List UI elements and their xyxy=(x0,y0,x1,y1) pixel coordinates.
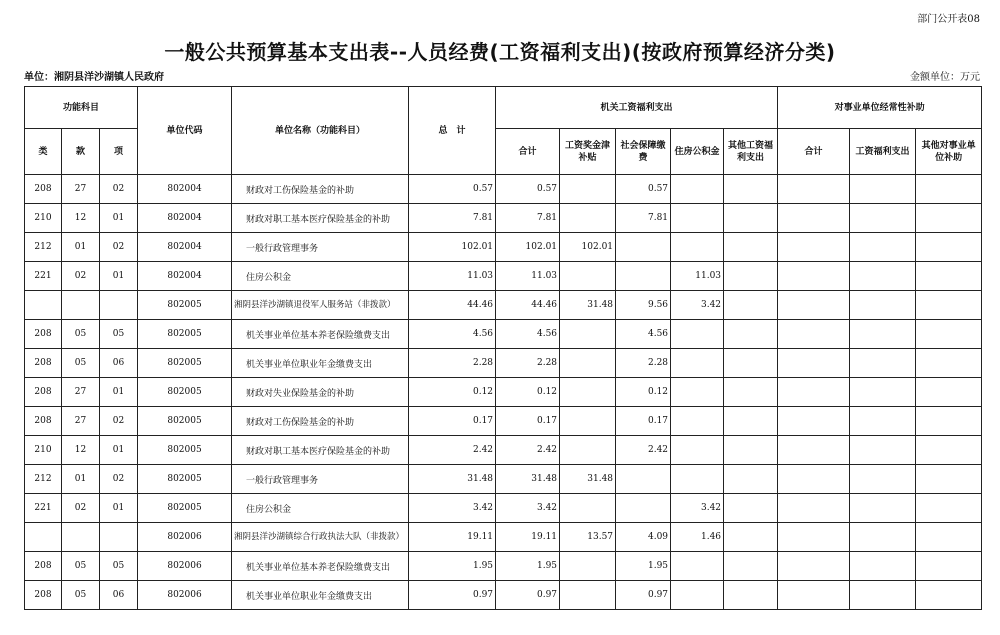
cell-shiye-wage xyxy=(850,291,916,320)
cell-total: 11.03 xyxy=(409,262,496,291)
cell-jiguan-other xyxy=(724,581,778,610)
cell-jiguan-social: 0.17 xyxy=(616,407,671,436)
cell-jiguan-social: 4.09 xyxy=(616,523,671,552)
cell-shiye-other xyxy=(916,552,982,581)
cell-jiguan-social: 0.97 xyxy=(616,581,671,610)
cell-shiye-total xyxy=(778,349,850,378)
table-header xyxy=(25,87,982,175)
cell-shiye-wage xyxy=(850,175,916,204)
cell-lei: 210 xyxy=(25,204,62,233)
header-xiang: 项 xyxy=(100,129,138,175)
cell-lei xyxy=(25,523,62,552)
cell-lei: 212 xyxy=(25,465,62,494)
cell-jiguan-wage xyxy=(560,581,616,610)
cell-jiguan-wage: 31.48 xyxy=(560,465,616,494)
cell-shiye-wage xyxy=(850,349,916,378)
cell-jiguan-other xyxy=(724,320,778,349)
table-row xyxy=(25,581,982,610)
cell-jiguan-total: 4.56 xyxy=(496,320,560,349)
cell-jiguan-wage xyxy=(560,494,616,523)
cell-xiang: 02 xyxy=(100,175,138,204)
cell-jiguan-total: 0.12 xyxy=(496,378,560,407)
cell-jiguan-housing xyxy=(671,175,724,204)
cell-unit-code: 802005 xyxy=(138,378,232,407)
cell-lei: 208 xyxy=(25,175,62,204)
cell-shiye-other xyxy=(916,494,982,523)
cell-jiguan-wage xyxy=(560,407,616,436)
cell-jiguan-housing xyxy=(671,465,724,494)
cell-lei: 212 xyxy=(25,233,62,262)
cell-jiguan-housing xyxy=(671,204,724,233)
header-jiguan-wage: 工资奖金津补贴 xyxy=(560,129,616,175)
header-shiye-wage: 工资福利支出 xyxy=(850,129,916,175)
cell-jiguan-wage xyxy=(560,175,616,204)
cell-total: 44.46 xyxy=(409,291,496,320)
cell-shiye-wage xyxy=(850,204,916,233)
cell-total: 31.48 xyxy=(409,465,496,494)
cell-unit-name: 湘阴县洋沙湖镇综合行政执法大队（非拨款） xyxy=(232,523,409,552)
table-row xyxy=(25,407,982,436)
cell-shiye-other xyxy=(916,378,982,407)
cell-jiguan-housing xyxy=(671,378,724,407)
cell-jiguan-social xyxy=(616,494,671,523)
cell-unit-name: 住房公积金 xyxy=(232,262,409,291)
table-row xyxy=(25,378,982,407)
cell-unit-name: 财政对职工基本医疗保险基金的补助 xyxy=(232,436,409,465)
cell-shiye-total xyxy=(778,494,850,523)
cell-shiye-total xyxy=(778,436,850,465)
cell-shiye-other xyxy=(916,436,982,465)
cell-jiguan-housing: 3.42 xyxy=(671,291,724,320)
cell-jiguan-total: 44.46 xyxy=(496,291,560,320)
cell-total: 0.17 xyxy=(409,407,496,436)
cell-jiguan-social: 7.81 xyxy=(616,204,671,233)
cell-shiye-total xyxy=(778,262,850,291)
cell-unit-code: 802004 xyxy=(138,175,232,204)
cell-shiye-wage xyxy=(850,465,916,494)
cell-jiguan-other xyxy=(724,523,778,552)
cell-kuan: 01 xyxy=(62,465,100,494)
cell-shiye-other xyxy=(916,523,982,552)
cell-jiguan-other xyxy=(724,349,778,378)
cell-jiguan-other xyxy=(724,436,778,465)
cell-xiang xyxy=(100,291,138,320)
cell-shiye-wage xyxy=(850,407,916,436)
cell-xiang: 02 xyxy=(100,465,138,494)
table-row xyxy=(25,320,982,349)
cell-lei: 221 xyxy=(25,494,62,523)
table-row xyxy=(25,175,982,204)
cell-unit-name: 一般行政管理事务 xyxy=(232,465,409,494)
cell-jiguan-social xyxy=(616,233,671,262)
cell-jiguan-total: 0.17 xyxy=(496,407,560,436)
cell-jiguan-social: 9.56 xyxy=(616,291,671,320)
cell-jiguan-total: 1.95 xyxy=(496,552,560,581)
cell-jiguan-wage: 102.01 xyxy=(560,233,616,262)
cell-lei: 208 xyxy=(25,581,62,610)
cell-jiguan-housing: 1.46 xyxy=(671,523,724,552)
cell-unit-code: 802005 xyxy=(138,291,232,320)
page-title: 一般公共预算基本支出表--人员经费(工资福利支出)(按政府预算经济分类) xyxy=(164,40,836,64)
cell-jiguan-wage xyxy=(560,552,616,581)
cell-jiguan-other xyxy=(724,262,778,291)
cell-shiye-wage xyxy=(850,552,916,581)
cell-shiye-other xyxy=(916,581,982,610)
cell-xiang: 05 xyxy=(100,552,138,581)
cell-unit-code: 802005 xyxy=(138,320,232,349)
cell-shiye-wage xyxy=(850,320,916,349)
cell-shiye-total xyxy=(778,465,850,494)
cell-jiguan-wage xyxy=(560,349,616,378)
cell-xiang: 06 xyxy=(100,349,138,378)
table-row xyxy=(25,204,982,233)
reporting-unit: 单位：湘阴县洋沙湖镇人民政府 xyxy=(24,72,164,83)
unit-summary-row xyxy=(25,523,982,552)
header-shiye-total: 合计 xyxy=(778,129,850,175)
cell-shiye-other xyxy=(916,204,982,233)
cell-shiye-other xyxy=(916,262,982,291)
cell-unit-code: 802006 xyxy=(138,523,232,552)
cell-kuan: 12 xyxy=(62,436,100,465)
cell-total: 4.56 xyxy=(409,320,496,349)
cell-unit-code: 802004 xyxy=(138,233,232,262)
cell-kuan: 05 xyxy=(62,552,100,581)
cell-unit-code: 802005 xyxy=(138,407,232,436)
cell-kuan: 02 xyxy=(62,494,100,523)
cell-jiguan-social xyxy=(616,465,671,494)
cell-unit-code: 802005 xyxy=(138,494,232,523)
cell-jiguan-housing xyxy=(671,436,724,465)
cell-jiguan-other xyxy=(724,407,778,436)
cell-shiye-wage xyxy=(850,581,916,610)
cell-kuan: 01 xyxy=(62,233,100,262)
cell-jiguan-total: 7.81 xyxy=(496,204,560,233)
cell-unit-name: 住房公积金 xyxy=(232,494,409,523)
cell-shiye-wage xyxy=(850,494,916,523)
cell-jiguan-wage xyxy=(560,436,616,465)
cell-unit-code: 802004 xyxy=(138,204,232,233)
cell-jiguan-total: 102.01 xyxy=(496,233,560,262)
cell-lei: 208 xyxy=(25,320,62,349)
cell-xiang: 02 xyxy=(100,233,138,262)
cell-unit-code: 802004 xyxy=(138,262,232,291)
cell-jiguan-housing xyxy=(671,233,724,262)
cell-xiang: 01 xyxy=(100,378,138,407)
table-row xyxy=(25,436,982,465)
cell-shiye-total xyxy=(778,581,850,610)
cell-lei: 208 xyxy=(25,349,62,378)
table-row xyxy=(25,465,982,494)
cell-shiye-other xyxy=(916,465,982,494)
cell-jiguan-total: 19.11 xyxy=(496,523,560,552)
cell-jiguan-housing: 3.42 xyxy=(671,494,724,523)
cell-jiguan-social: 4.56 xyxy=(616,320,671,349)
cell-jiguan-social xyxy=(616,262,671,291)
cell-xiang: 06 xyxy=(100,581,138,610)
cell-unit-name: 湘阴县洋沙湖镇退役军人服务站（非拨款） xyxy=(232,291,409,320)
cell-jiguan-wage xyxy=(560,320,616,349)
cell-shiye-other xyxy=(916,233,982,262)
cell-unit-name: 机关事业单位基本养老保险缴费支出 xyxy=(232,320,409,349)
cell-jiguan-wage xyxy=(560,262,616,291)
cell-shiye-wage xyxy=(850,523,916,552)
cell-kuan: 27 xyxy=(62,378,100,407)
cell-total: 0.57 xyxy=(409,175,496,204)
cell-jiguan-other xyxy=(724,494,778,523)
cell-unit-name: 机关事业单位职业年金缴费支出 xyxy=(232,349,409,378)
cell-jiguan-total: 31.48 xyxy=(496,465,560,494)
cell-jiguan-social: 2.42 xyxy=(616,436,671,465)
cell-jiguan-housing: 11.03 xyxy=(671,262,724,291)
cell-jiguan-housing xyxy=(671,320,724,349)
table-row xyxy=(25,552,982,581)
cell-jiguan-total: 0.97 xyxy=(496,581,560,610)
cell-total: 2.42 xyxy=(409,436,496,465)
cell-unit-name: 一般行政管理事务 xyxy=(232,233,409,262)
cell-kuan: 27 xyxy=(62,407,100,436)
cell-jiguan-total: 0.57 xyxy=(496,175,560,204)
cell-shiye-total xyxy=(778,552,850,581)
cell-shiye-total xyxy=(778,320,850,349)
cell-jiguan-housing xyxy=(671,349,724,378)
cell-xiang: 02 xyxy=(100,407,138,436)
cell-shiye-other xyxy=(916,349,982,378)
cell-total: 102.01 xyxy=(409,233,496,262)
budget-table xyxy=(24,86,982,610)
cell-jiguan-total: 2.42 xyxy=(496,436,560,465)
table-row xyxy=(25,494,982,523)
cell-unit-code: 802006 xyxy=(138,581,232,610)
cell-total: 3.42 xyxy=(409,494,496,523)
cell-jiguan-social: 2.28 xyxy=(616,349,671,378)
table-body xyxy=(25,175,982,610)
cell-total: 19.11 xyxy=(409,523,496,552)
cell-unit-name: 机关事业单位基本养老保险缴费支出 xyxy=(232,552,409,581)
table-row xyxy=(25,262,982,291)
cell-shiye-total xyxy=(778,407,850,436)
cell-jiguan-total: 3.42 xyxy=(496,494,560,523)
cell-shiye-total xyxy=(778,204,850,233)
header-kuan: 款 xyxy=(62,129,100,175)
cell-shiye-wage xyxy=(850,378,916,407)
header-jiguan-group: 机关工资福利支出 xyxy=(496,87,778,129)
cell-shiye-total xyxy=(778,233,850,262)
cell-kuan xyxy=(62,523,100,552)
header-shiye-group: 对事业单位经常性补助 xyxy=(778,87,982,129)
cell-lei: 208 xyxy=(25,552,62,581)
cell-shiye-total xyxy=(778,523,850,552)
cell-unit-code: 802005 xyxy=(138,465,232,494)
cell-jiguan-housing xyxy=(671,407,724,436)
amount-unit: 金额单位：万元 xyxy=(910,72,980,83)
cell-kuan: 05 xyxy=(62,581,100,610)
cell-shiye-wage xyxy=(850,233,916,262)
cell-jiguan-wage xyxy=(560,378,616,407)
cell-xiang xyxy=(100,523,138,552)
cell-shiye-wage xyxy=(850,436,916,465)
cell-jiguan-total: 11.03 xyxy=(496,262,560,291)
cell-kuan xyxy=(62,291,100,320)
cell-unit-name: 财政对工伤保险基金的补助 xyxy=(232,407,409,436)
header-jiguan-total: 合计 xyxy=(496,129,560,175)
table-row xyxy=(25,349,982,378)
cell-kuan: 05 xyxy=(62,320,100,349)
cell-xiang: 05 xyxy=(100,320,138,349)
cell-unit-code: 802005 xyxy=(138,436,232,465)
cell-lei: 221 xyxy=(25,262,62,291)
cell-jiguan-other xyxy=(724,378,778,407)
header-func-subject: 功能科目 xyxy=(25,87,138,129)
header-unit-name: 单位名称（功能科目） xyxy=(232,87,409,175)
cell-total: 0.97 xyxy=(409,581,496,610)
cell-shiye-other xyxy=(916,407,982,436)
cell-total: 7.81 xyxy=(409,204,496,233)
cell-jiguan-other xyxy=(724,233,778,262)
header-shiye-other: 其他对事业单位补助 xyxy=(916,129,982,175)
cell-jiguan-social: 1.95 xyxy=(616,552,671,581)
unit-summary-row xyxy=(25,291,982,320)
cell-shiye-wage xyxy=(850,262,916,291)
cell-unit-name: 财政对失业保险基金的补助 xyxy=(232,378,409,407)
cell-jiguan-social: 0.12 xyxy=(616,378,671,407)
cell-kuan: 05 xyxy=(62,349,100,378)
cell-unit-name: 机关事业单位职业年金缴费支出 xyxy=(232,581,409,610)
cell-jiguan-other xyxy=(724,552,778,581)
cell-shiye-other xyxy=(916,175,982,204)
cell-shiye-total xyxy=(778,291,850,320)
cell-unit-code: 802006 xyxy=(138,552,232,581)
cell-jiguan-other xyxy=(724,175,778,204)
cell-jiguan-other xyxy=(724,465,778,494)
cell-shiye-other xyxy=(916,291,982,320)
cell-jiguan-wage: 13.57 xyxy=(560,523,616,552)
cell-jiguan-wage: 31.48 xyxy=(560,291,616,320)
cell-xiang: 01 xyxy=(100,262,138,291)
cell-shiye-total xyxy=(778,175,850,204)
cell-xiang: 01 xyxy=(100,494,138,523)
form-number: 部门公开表08 xyxy=(917,14,980,25)
cell-lei xyxy=(25,291,62,320)
cell-unit-code: 802005 xyxy=(138,349,232,378)
cell-unit-name: 财政对工伤保险基金的补助 xyxy=(232,175,409,204)
cell-kuan: 27 xyxy=(62,175,100,204)
cell-shiye-total xyxy=(778,378,850,407)
header-jiguan-social: 社会保障缴费 xyxy=(616,129,671,175)
cell-xiang: 01 xyxy=(100,204,138,233)
cell-jiguan-wage xyxy=(560,204,616,233)
cell-shiye-other xyxy=(916,320,982,349)
cell-lei: 208 xyxy=(25,407,62,436)
header-total: 总 计 xyxy=(409,87,496,175)
cell-unit-name: 财政对职工基本医疗保险基金的补助 xyxy=(232,204,409,233)
cell-jiguan-other xyxy=(724,204,778,233)
cell-lei: 208 xyxy=(25,378,62,407)
header-lei: 类 xyxy=(25,129,62,175)
cell-kuan: 12 xyxy=(62,204,100,233)
cell-total: 2.28 xyxy=(409,349,496,378)
cell-jiguan-housing xyxy=(671,581,724,610)
header-unit-code: 单位代码 xyxy=(138,87,232,175)
cell-kuan: 02 xyxy=(62,262,100,291)
table-row xyxy=(25,233,982,262)
cell-total: 0.12 xyxy=(409,378,496,407)
header-jiguan-other: 其他工资福利支出 xyxy=(724,129,778,175)
cell-lei: 210 xyxy=(25,436,62,465)
cell-xiang: 01 xyxy=(100,436,138,465)
header-jiguan-housing: 住房公积金 xyxy=(671,129,724,175)
cell-jiguan-other xyxy=(724,291,778,320)
cell-total: 1.95 xyxy=(409,552,496,581)
cell-jiguan-social: 0.57 xyxy=(616,175,671,204)
cell-jiguan-housing xyxy=(671,552,724,581)
cell-jiguan-total: 2.28 xyxy=(496,349,560,378)
